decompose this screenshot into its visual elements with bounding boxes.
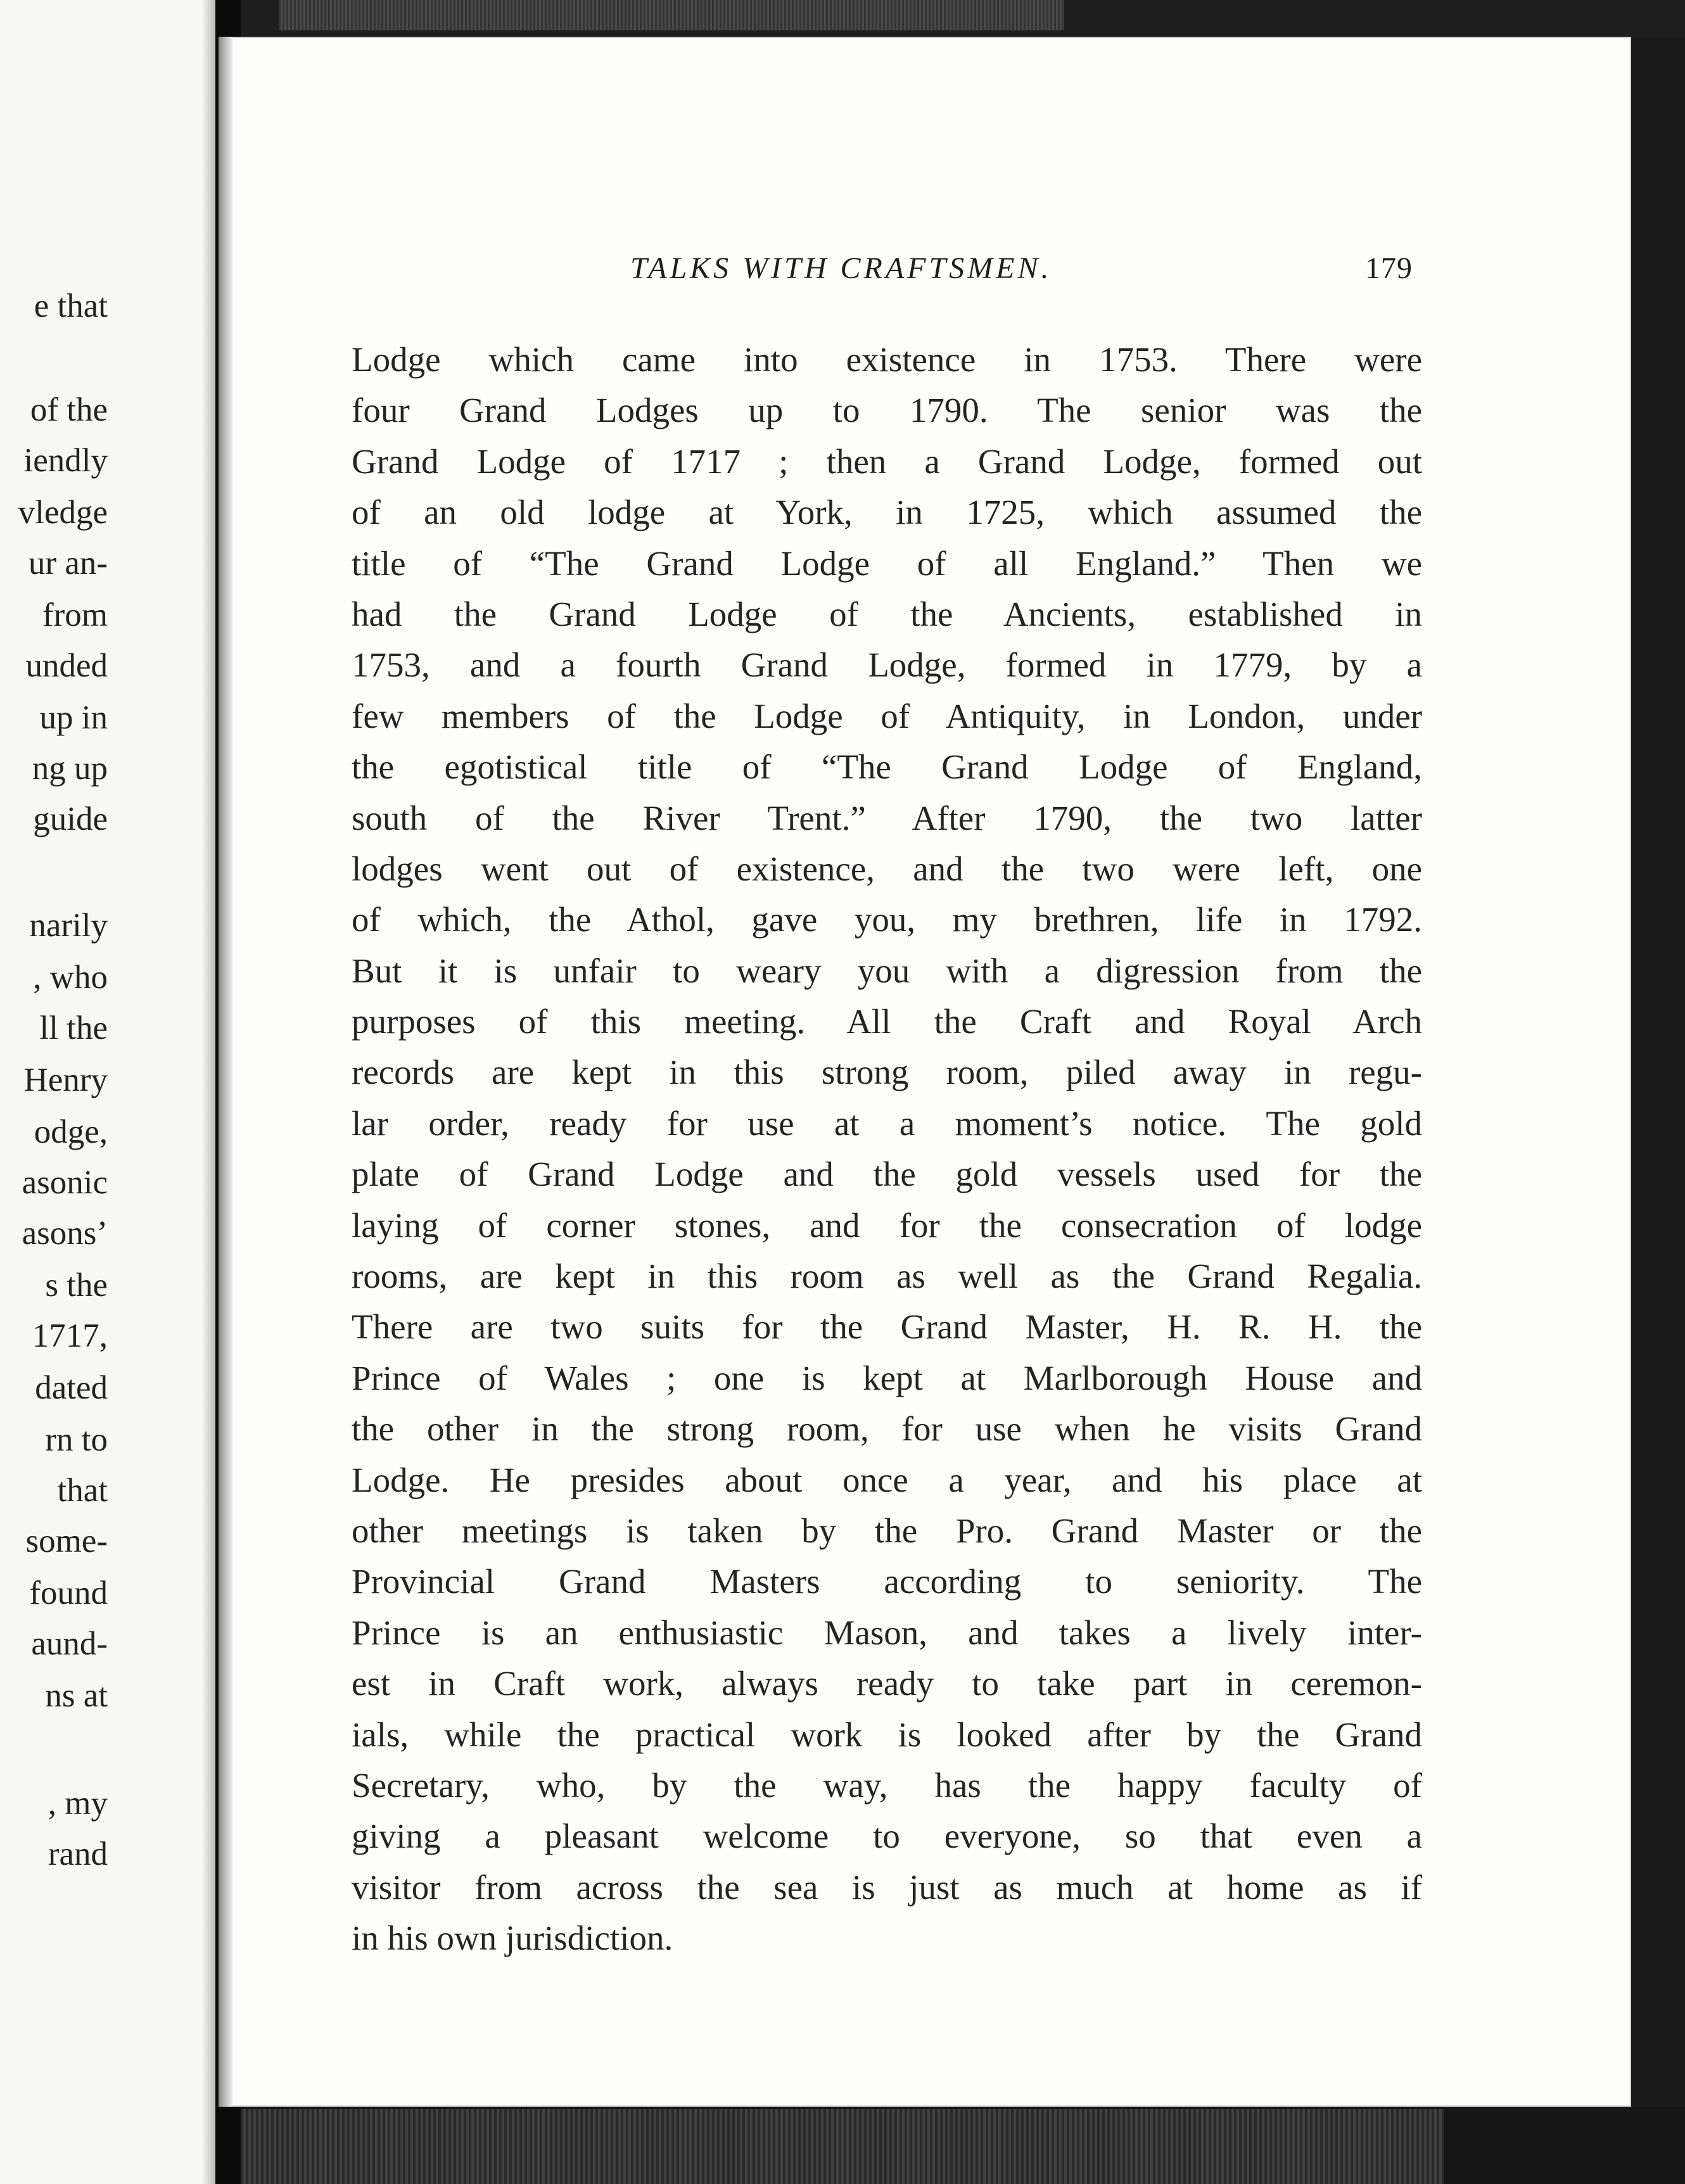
left-page-fragment: odge, (34, 1114, 108, 1150)
text-line: giving a pleasant welcome to everyone, so that even a (352, 1817, 1422, 1856)
text-line: Lodge. He presides about once a year, and his place at (352, 1460, 1422, 1499)
left-page-fragment: , my (48, 1785, 108, 1822)
text-line: records are kept in this strong room, piled away in regu- (352, 1053, 1422, 1092)
page-number: 179 (1365, 251, 1413, 285)
right-page (219, 37, 1631, 2107)
text-line: the other in the strong room, for use when he visits Grand (352, 1409, 1422, 1449)
text-line: Prince of Wales ; one is kept at Marlborough House and (352, 1358, 1422, 1397)
left-page-fragment: rn to (45, 1421, 108, 1458)
text-line: lodges went out of existence, and the two were left, one (352, 849, 1422, 888)
left-page-fragment: dated (35, 1369, 108, 1406)
binding-cloth-bottom (241, 2109, 1444, 2184)
left-page-fragment: , who (33, 959, 108, 996)
left-page-fragment: s the (45, 1267, 108, 1304)
text-line: title of “The Grand Lodge of all England.” Then we (352, 543, 1422, 583)
text-line: other meetings is taken by the Pro. Grand Master or the (352, 1511, 1422, 1550)
text-line: Provincial Grand Masters according to seniority. The (352, 1562, 1422, 1601)
left-page-fragment: iendly (23, 442, 108, 479)
left-page-fragment: unded (25, 647, 108, 684)
text-line: in his own jurisdiction. (352, 1919, 673, 1958)
text-line: of which, the Athol, gave you, my brethren, life in 1792. (352, 900, 1422, 939)
left-page-fragment: found (29, 1575, 108, 1611)
left-page-fragment: ng up (32, 750, 108, 787)
text-line: visitor from across the sea is just as much at home as if (352, 1867, 1422, 1907)
text-line: laying of corner stones, and for the consecration of lodge (352, 1205, 1422, 1245)
left-page-fragment: asonic (22, 1164, 108, 1201)
running-head-title: TALKS WITH CRAFTSMEN. (630, 251, 1052, 285)
left-page-fragment: guide (33, 801, 108, 837)
text-line: lar order, ready for use at a moment’s notice. The gold (352, 1103, 1422, 1143)
page-edge (219, 37, 232, 2107)
page-fold-shadow (201, 0, 215, 2184)
text-line: But it is unfair to weary you with a digression from the (352, 951, 1422, 990)
left-page-fragment: rand (48, 1836, 108, 1872)
binding-cloth-top (279, 0, 1064, 30)
left-page-fragment: aund- (31, 1625, 108, 1662)
left-page (0, 0, 215, 2184)
text-line: ials, while the practical work is looked after by the Grand (352, 1715, 1422, 1754)
text-line: plate of Grand Lodge and the gold vessels used for the (352, 1155, 1422, 1194)
left-page-fragment: e that (34, 288, 108, 324)
text-line: Prince is an enthusiastic Mason, and takes a lively inter- (352, 1613, 1422, 1652)
left-page-fragment: some- (25, 1523, 108, 1559)
left-page-fragment: ns at (45, 1677, 108, 1714)
left-page-fragment: Henry (23, 1062, 108, 1098)
scan-background-right (1631, 37, 1685, 2107)
text-line: four Grand Lodges up to 1790. The senior was the (352, 391, 1422, 430)
text-line: est in Craft work, always ready to take part in ceremon- (352, 1664, 1422, 1703)
left-page-fragment: of the (30, 391, 108, 428)
left-page-fragment: 1717, (32, 1317, 108, 1354)
text-line: purposes of this meeting. All the Craft and Royal Arch (352, 1002, 1422, 1041)
text-line: few members of the Lodge of Antiquity, in London, under (352, 696, 1422, 735)
body-text (352, 334, 1422, 1964)
text-line: 1753, and a fourth Grand Lodge, formed in 1779, by a (352, 645, 1422, 685)
left-page-fragment: ur an- (28, 545, 108, 581)
text-line: There are two suits for the Grand Master, H. R. H. the (352, 1307, 1422, 1347)
text-line: south of the River Trent.” After 1790, the two latter (352, 798, 1422, 837)
left-page-fragment: narily (29, 907, 108, 944)
left-page-fragment: ll the (39, 1010, 108, 1046)
text-line: had the Grand Lodge of the Ancients, established in (352, 594, 1422, 633)
left-page-fragment: from (42, 597, 108, 633)
text-line: Secretary, who, by the way, has the happy faculty of (352, 1765, 1422, 1805)
text-line: rooms, are kept in this room as well as the Grand Regalia. (352, 1257, 1422, 1296)
text-line: the egotistical title of “The Grand Lodge of England, (352, 747, 1422, 787)
text-line: of an old lodge at York, in 1725, which assumed the (352, 493, 1422, 532)
left-page-fragment: vledge (18, 494, 108, 531)
left-page-fragment: that (57, 1472, 108, 1509)
left-page-fragment: up in (39, 699, 108, 736)
text-line: Lodge which came into existence in 1753. There were (352, 340, 1422, 379)
text-line: Grand Lodge of 1717 ; then a Grand Lodge, formed out (352, 441, 1422, 481)
left-page-fragment: asons’ (22, 1215, 108, 1252)
